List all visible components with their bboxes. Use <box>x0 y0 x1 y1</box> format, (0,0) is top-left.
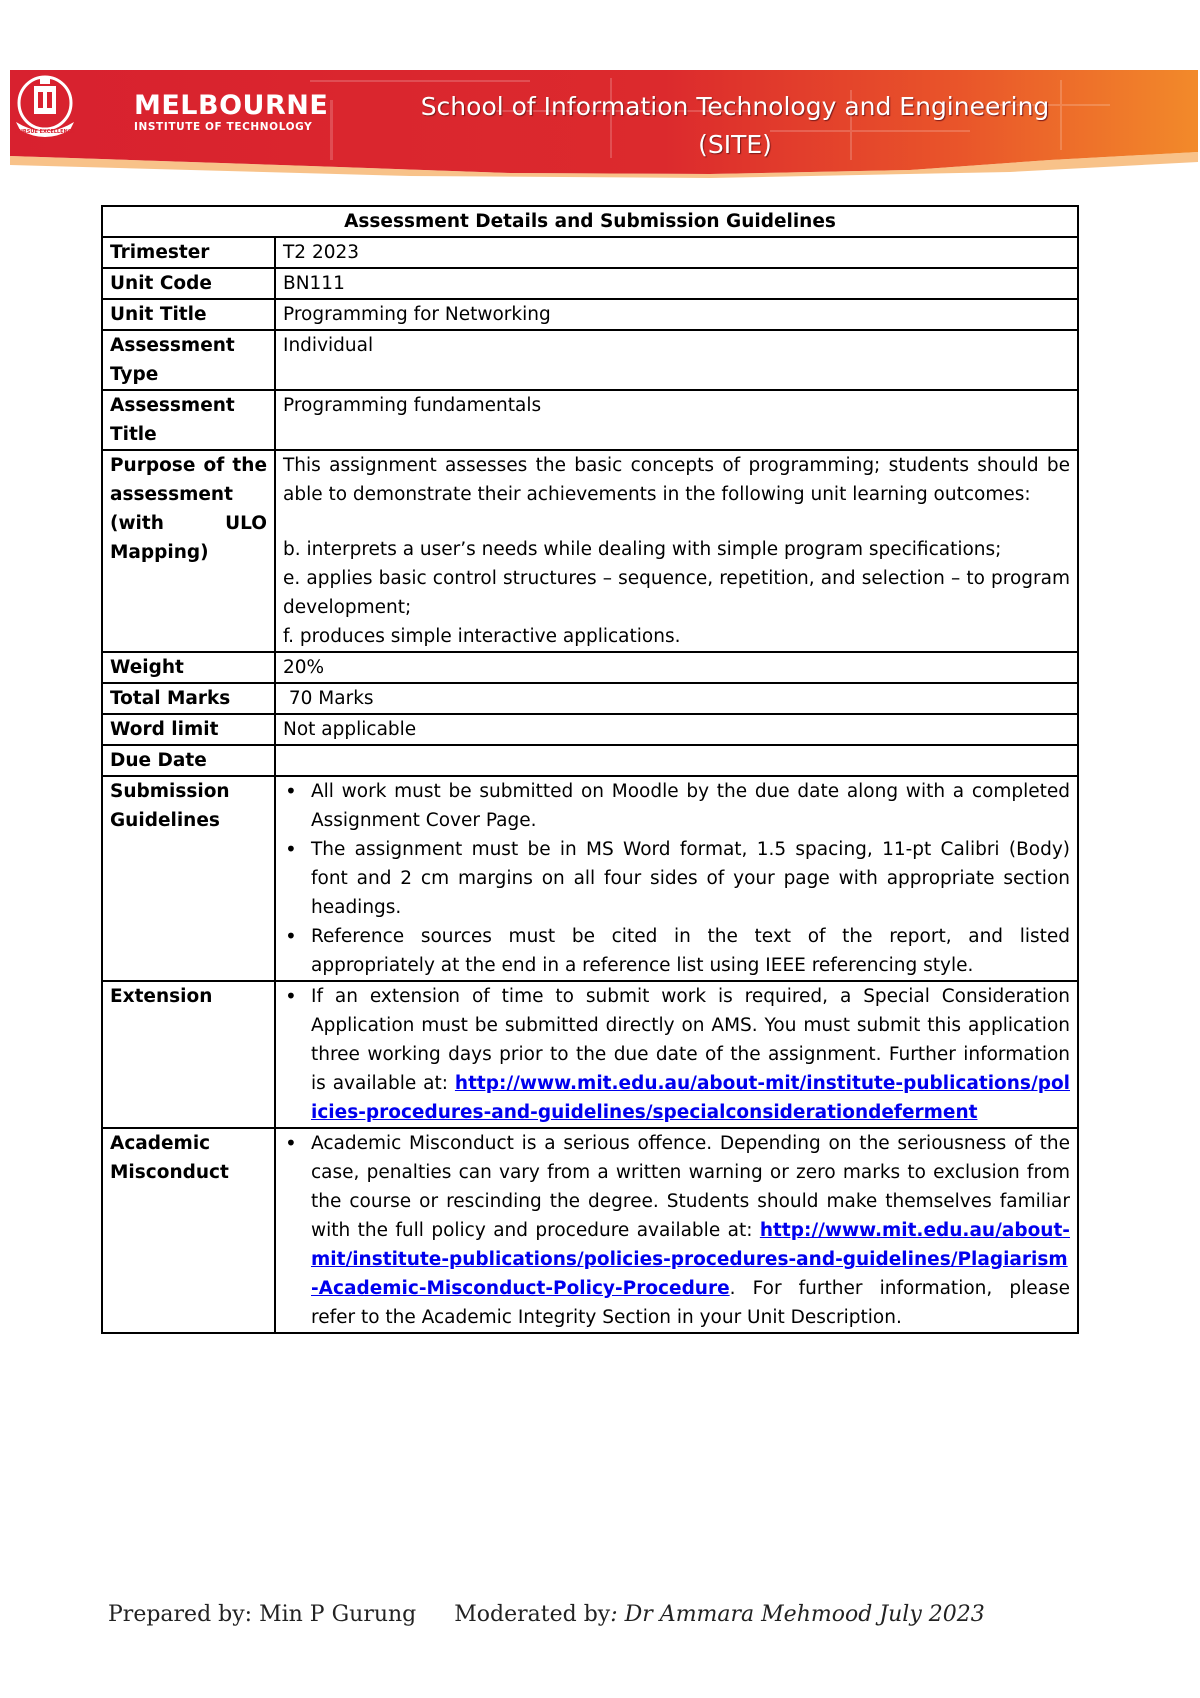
row-value-unit-title: Programming for Networking <box>275 299 1078 330</box>
row-label-total-marks: Total Marks <box>102 683 275 714</box>
table-row <box>102 390 1078 450</box>
document-footer <box>108 1602 985 1627</box>
table-row <box>102 745 1078 776</box>
row-label-due-date: Due Date <box>102 745 275 776</box>
moderated-by-label: Moderated by <box>454 1602 611 1627</box>
moderated-by-name: : Dr Ammara Mehmood July 2023 <box>610 1602 985 1627</box>
table-row <box>102 268 1078 299</box>
table-row <box>102 450 1078 652</box>
school-title <box>365 88 1105 164</box>
row-value-purpose <box>275 450 1078 652</box>
row-label-unit-code: Unit Code <box>102 268 275 299</box>
table-row <box>102 714 1078 745</box>
row-label-purpose: Purpose of the assessment (with ULO Mapping) <box>102 450 275 652</box>
row-label-word-limit: Word limit <box>102 714 275 745</box>
logo-name: MELBOURNE <box>134 90 329 121</box>
table-row <box>102 330 1078 390</box>
row-label-submission: Submission Guidelines <box>102 776 275 981</box>
row-value-unit-code: BN111 <box>275 268 1078 299</box>
row-value-extension <box>275 981 1078 1128</box>
table-row <box>102 652 1078 683</box>
row-value-assessment-type: Individual <box>275 330 1078 390</box>
row-value-misconduct <box>275 1128 1078 1333</box>
submission-guidelines-list <box>283 777 1070 980</box>
mit-crest-icon <box>10 70 80 140</box>
misconduct-policy-link[interactable]: http://www.mit.edu.au/about-mit/institute-publications/policies-procedures-and-guidelines/Plagiarism-Academic-Misconduct-Policy-Procedure <box>311 1220 1070 1299</box>
list-item: • The assignment must be in MS Word format, 1.5 spacing, 11-pt Calibri (Body) font and 2 cm margins on all four sides of your page with appropriate section headings. <box>311 835 1070 922</box>
row-value-assessment-title: Programming fundamentals <box>275 390 1078 450</box>
logo-subtitle: INSTITUTE OF TECHNOLOGY <box>134 121 313 133</box>
table-row <box>102 299 1078 330</box>
misconduct-text: Academic Misconduct is a serious offence. Depending on the seriousness of the case, penalties can vary from a written warning or zero marks to exclusion from the course or rescinding the degree. Students should make themselves familiar with the full policy and procedure available at: <box>311 1133 1070 1241</box>
row-value-total-marks: 70 Marks <box>275 683 1078 714</box>
row-label-assessment-type: Assessment Type <box>102 330 275 390</box>
school-title-line1: School of Information Technology and Engineering <box>420 92 1050 121</box>
misconduct-list <box>283 1129 1070 1332</box>
purpose-intro: This assignment assesses the basic concepts of programming; students should be able to demonstrate their achievements in the following unit learning outcomes: <box>283 455 1070 505</box>
list-item: • All work must be submitted on Moodle by the due date along with a completed Assignment Cover Page. <box>311 777 1070 835</box>
special-consideration-link[interactable]: http://www.mit.edu.au/about-mit/institute-publications/policies-procedures-and-guidelines/specialconsiderationdeferment <box>311 1073 1070 1123</box>
row-label-misconduct: Academic Misconduct <box>102 1128 275 1333</box>
row-label-extension: Extension <box>102 981 275 1128</box>
row-value-submission <box>275 776 1078 981</box>
row-label-trimester: Trimester <box>102 237 275 268</box>
table-row <box>102 776 1078 981</box>
ulo-item: f. produces simple interactive applications. <box>283 626 681 647</box>
header-banner <box>10 70 1198 178</box>
row-label-unit-title: Unit Title <box>102 299 275 330</box>
row-label-weight: Weight <box>102 652 275 683</box>
row-value-trimester: T2 2023 <box>275 237 1078 268</box>
extension-text: If an extension of time to submit work is required, a Special Consideration Application must be submitted directly on AMS. You must submit this application three working days prior to the due date of the assignment. Further information is available at: <box>311 986 1070 1094</box>
prepared-by: Prepared by: Min P Gurung <box>108 1602 417 1627</box>
extension-list <box>283 982 1070 1127</box>
row-value-word-limit: Not applicable <box>275 714 1078 745</box>
list-item: • Reference sources must be cited in the text of the report, and listed appropriately at the end in a reference list using IEEE referencing style. <box>311 922 1070 980</box>
logo-motto: PURSUE EXCELLENCE <box>15 129 75 135</box>
ulo-item: e. applies basic control structures – sequence, repetition, and selection – to program development; <box>283 568 1070 618</box>
table-row <box>102 1128 1078 1333</box>
ulo-item: b. interprets a user’s needs while dealing with simple program specifications; <box>283 539 1002 560</box>
assessment-details-table <box>101 205 1079 1334</box>
table-row <box>102 237 1078 268</box>
list-item <box>311 982 1070 1127</box>
table-title: Assessment Details and Submission Guidelines <box>102 206 1078 237</box>
table-row <box>102 981 1078 1128</box>
table-row <box>102 683 1078 714</box>
table-header-row <box>102 206 1078 237</box>
list-item <box>311 1129 1070 1332</box>
row-label-assessment-title: Assessment Title <box>102 390 275 450</box>
misconduct-after-text: . For further information, please refer to the Academic Integrity Section in your Unit Description. <box>311 1278 1070 1328</box>
school-title-line2: (SITE) <box>698 130 772 159</box>
mit-logo <box>134 92 328 133</box>
row-value-due-date <box>275 745 1078 776</box>
row-value-weight: 20% <box>275 652 1078 683</box>
